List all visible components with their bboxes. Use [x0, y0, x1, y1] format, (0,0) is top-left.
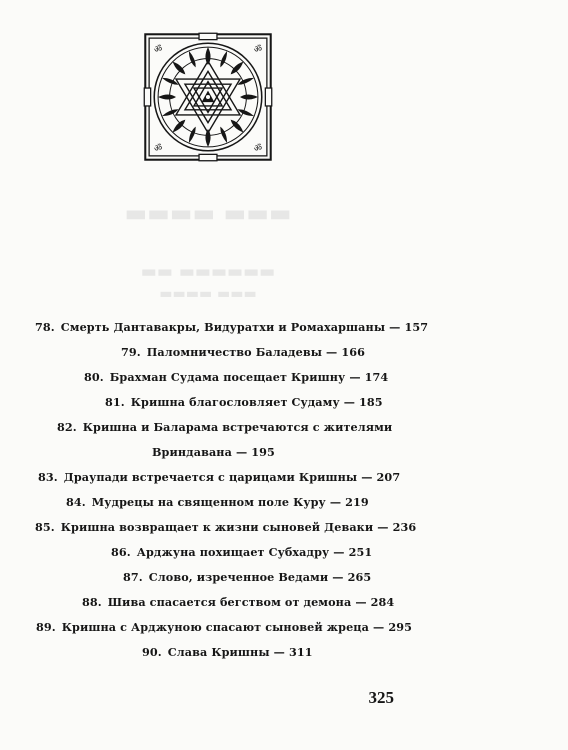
- toc-page: 185: [359, 395, 383, 409]
- toc-entry-continuation: [152, 445, 568, 459]
- toc-dash: —: [333, 545, 345, 559]
- svg-text:ॐ: ॐ: [153, 143, 163, 154]
- toc-number: 85.: [35, 520, 55, 534]
- toc-page: 284: [370, 595, 395, 609]
- toc-dash: —: [373, 620, 385, 634]
- toc-number: 89.: [36, 620, 56, 634]
- toc-title: Слава Кришны: [167, 645, 270, 659]
- toc-number: 87.: [123, 570, 143, 584]
- toc-dash: —: [329, 495, 342, 509]
- toc-entry: [105, 395, 521, 409]
- sri-yantra-icon: [144, 33, 272, 161]
- toc-page: 195: [251, 445, 275, 459]
- show-through-heading: ▬▬▬▬ ▬▬▬: [124, 198, 292, 227]
- toc-entry: [142, 645, 558, 659]
- toc-title: Драупади встречается с царицами Кришны: [63, 470, 358, 484]
- toc-title: Брахман Судама посещает Кришну: [109, 370, 346, 384]
- show-through-line: ▬▬ ▬▬▬▬▬▬: [140, 262, 276, 282]
- toc-dash: —: [332, 570, 344, 584]
- toc-title: Арджуна похищает Субхадру: [136, 545, 330, 559]
- toc-entry: [36, 620, 452, 634]
- toc-dash: —: [389, 320, 401, 334]
- toc-title: Кришна возвращает к жизни сыновей Деваки: [60, 520, 374, 534]
- toc-number: 81.: [105, 395, 125, 409]
- toc-dash: —: [355, 595, 367, 609]
- toc-dash: —: [361, 470, 373, 484]
- toc-dash: —: [343, 395, 356, 409]
- svg-text:ॐ: ॐ: [253, 143, 263, 154]
- toc-number: 79.: [121, 345, 141, 359]
- toc-page: 251: [348, 545, 373, 559]
- toc-page: 295: [388, 620, 412, 634]
- toc-title: Кришна благословляет Судаму: [130, 395, 340, 409]
- toc-page: 166: [341, 345, 365, 359]
- toc-dash: —: [349, 370, 361, 384]
- toc-title-continuation: Вриндавана: [152, 445, 232, 459]
- toc-entry: [84, 370, 500, 384]
- toc-page: 236: [392, 520, 417, 534]
- toc-entry: [35, 320, 451, 334]
- toc-title: Шива спасается бегством от демона: [107, 595, 352, 609]
- toc-number: 83.: [38, 470, 58, 484]
- svg-text:ॐ: ॐ: [153, 45, 163, 56]
- toc-entry: [82, 595, 498, 609]
- toc-title: Слово, изреченное Ведами: [148, 570, 329, 584]
- toc-entry: [111, 545, 527, 559]
- page-number: 325: [368, 688, 394, 707]
- toc-page: 219: [345, 495, 369, 509]
- toc-title: Мудрецы на священном поле Куру: [91, 495, 326, 509]
- toc-entry: [38, 470, 454, 484]
- toc-page: 174: [364, 370, 389, 384]
- toc-dash: —: [273, 645, 285, 659]
- toc-number: 84.: [66, 495, 86, 509]
- toc-title: Паломничество Баладевы: [146, 345, 323, 359]
- toc-page: 311: [288, 645, 313, 659]
- toc-title: Кришна и Баларама встречаются с жителями: [82, 420, 393, 434]
- toc-entry: [66, 495, 482, 509]
- toc-page: 207: [376, 470, 401, 484]
- toc-entry: [35, 520, 451, 534]
- toc-dash: —: [235, 445, 248, 459]
- toc-entry: [57, 420, 473, 434]
- toc-number: 78.: [35, 320, 55, 334]
- toc-entry: [121, 345, 537, 359]
- toc-dash: —: [377, 520, 389, 534]
- toc-title: Смерть Дантавакры, Видуратхи и Ромахаршаны: [60, 320, 386, 334]
- toc-page: 265: [347, 570, 372, 584]
- toc-number: 86.: [111, 545, 131, 559]
- toc-dash: —: [326, 345, 338, 359]
- toc-number: 88.: [82, 595, 102, 609]
- toc-entry: [123, 570, 539, 584]
- toc-page: 157: [404, 320, 429, 334]
- toc-number: 82.: [57, 420, 77, 434]
- toc-number: 80.: [84, 370, 104, 384]
- show-through-line: ▬▬▬▬ ▬▬▬: [159, 286, 257, 302]
- toc-title: Кришна с Арджуною спасают сыновей жреца: [61, 620, 370, 634]
- svg-text:ॐ: ॐ: [253, 45, 263, 56]
- toc-number: 90.: [142, 645, 162, 659]
